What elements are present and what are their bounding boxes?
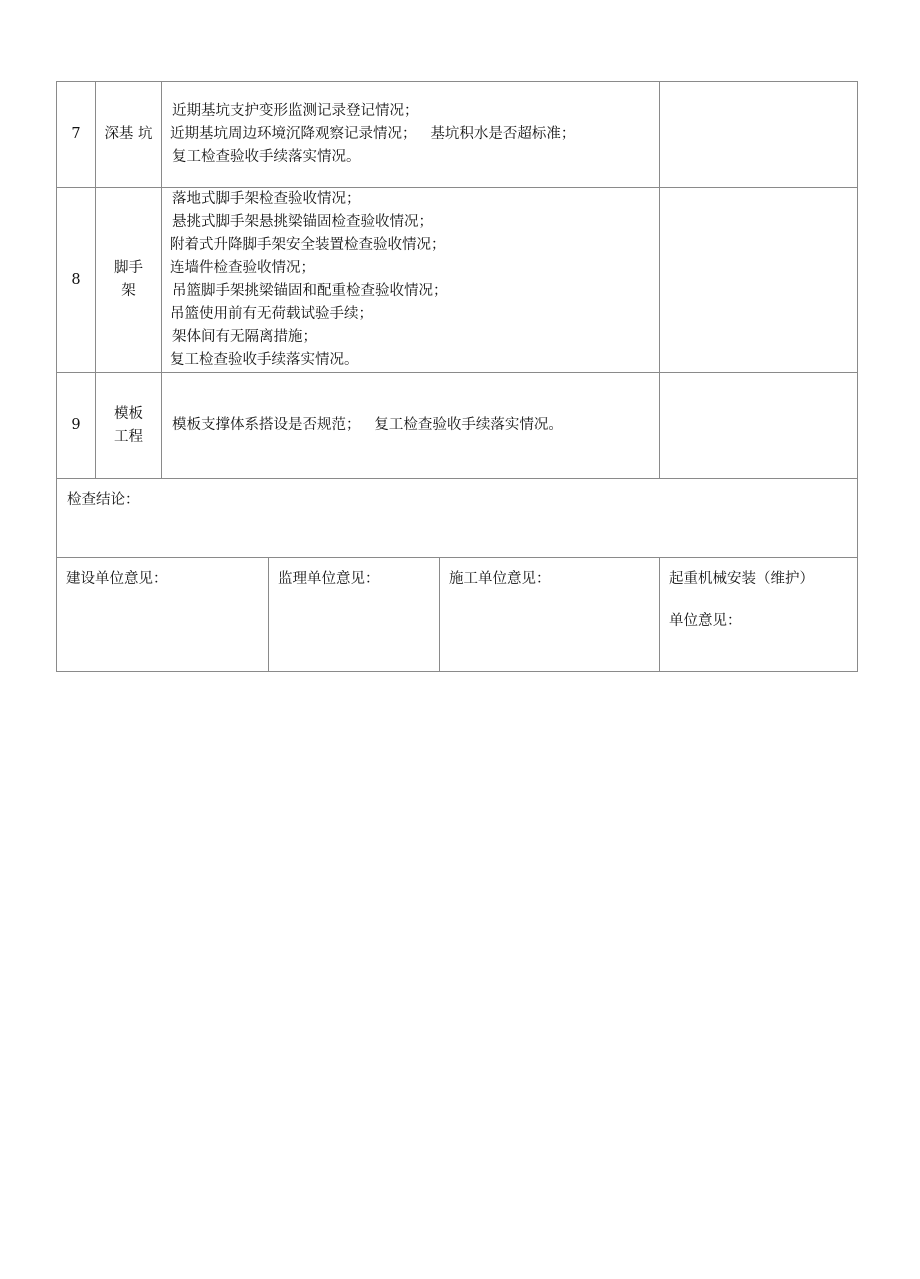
inspection-form bbox=[56, 81, 857, 671]
category-line: 脚手 bbox=[114, 260, 143, 276]
row-number: 9 bbox=[57, 373, 96, 479]
check-item: 近期基坑支护变形监测记录登记情况； bbox=[172, 103, 419, 119]
table-row bbox=[57, 188, 858, 373]
table-row bbox=[57, 82, 858, 188]
inspection-table bbox=[56, 81, 858, 558]
conclusion-label: 检查结论： bbox=[67, 492, 140, 508]
category-cell bbox=[96, 188, 162, 373]
check-item: 复工检查验收手续落实情况。 bbox=[170, 352, 359, 368]
category-line: 工程 bbox=[114, 428, 143, 445]
category-cell: 深基 坑 bbox=[96, 82, 162, 188]
construction-unit-opinion-cell[interactable] bbox=[57, 558, 269, 672]
result-cell[interactable] bbox=[660, 188, 858, 373]
result-cell[interactable] bbox=[660, 373, 858, 479]
result-cell[interactable] bbox=[660, 82, 858, 188]
check-item: 落地式脚手架检查验收情况； bbox=[172, 191, 361, 207]
crane-unit-opinion-cell[interactable] bbox=[660, 558, 858, 672]
supervision-unit-opinion-cell[interactable] bbox=[269, 558, 440, 672]
category-line: 架 bbox=[121, 283, 136, 299]
conclusion-cell[interactable] bbox=[57, 479, 858, 558]
category-line: 模板 bbox=[114, 405, 143, 422]
check-item: 附着式升降脚手架安全装置检查验收情况； bbox=[170, 237, 446, 253]
check-item: 吊篮脚手架挑梁锚固和配重检查验收情况； bbox=[172, 283, 448, 299]
check-item: 模板支撑体系搭设是否规范； 复工检查验收手续落实情况。 bbox=[172, 417, 563, 433]
check-item: 连墙件检查验收情况； bbox=[170, 260, 315, 276]
check-items-cell bbox=[162, 373, 660, 479]
check-item: 吊篮使用前有无荷载试验手续； bbox=[170, 306, 373, 322]
row-number: 8 bbox=[57, 188, 96, 373]
conclusion-row bbox=[57, 479, 858, 558]
contractor-unit-opinion-label: 施工单位意见： bbox=[449, 571, 551, 587]
check-item: 复工检查验收手续落实情况。 bbox=[172, 149, 361, 165]
category-cell bbox=[96, 373, 162, 479]
check-item: 架体间有无隔离措施； bbox=[172, 329, 317, 345]
contractor-unit-opinion-cell[interactable] bbox=[440, 558, 660, 672]
opinions-row bbox=[57, 558, 858, 672]
check-item: 悬挑式脚手架悬挑梁锚固检查验收情况； bbox=[172, 214, 433, 230]
table-row bbox=[57, 373, 858, 479]
construction-unit-opinion-label: 建设单位意见： bbox=[66, 571, 168, 587]
check-item: 近期基坑周边环境沉降观察记录情况； 基坑积水是否超标准； bbox=[170, 126, 576, 142]
row-number: 7 bbox=[57, 82, 96, 188]
crane-unit-opinion-label: 起重机械安装（维护） bbox=[669, 571, 814, 587]
opinions-table bbox=[56, 557, 858, 672]
check-items-cell bbox=[162, 82, 660, 188]
check-items-cell bbox=[162, 188, 660, 373]
crane-unit-opinion-label-2: 单位意见： bbox=[669, 613, 742, 629]
supervision-unit-opinion-label: 监理单位意见： bbox=[278, 571, 380, 587]
